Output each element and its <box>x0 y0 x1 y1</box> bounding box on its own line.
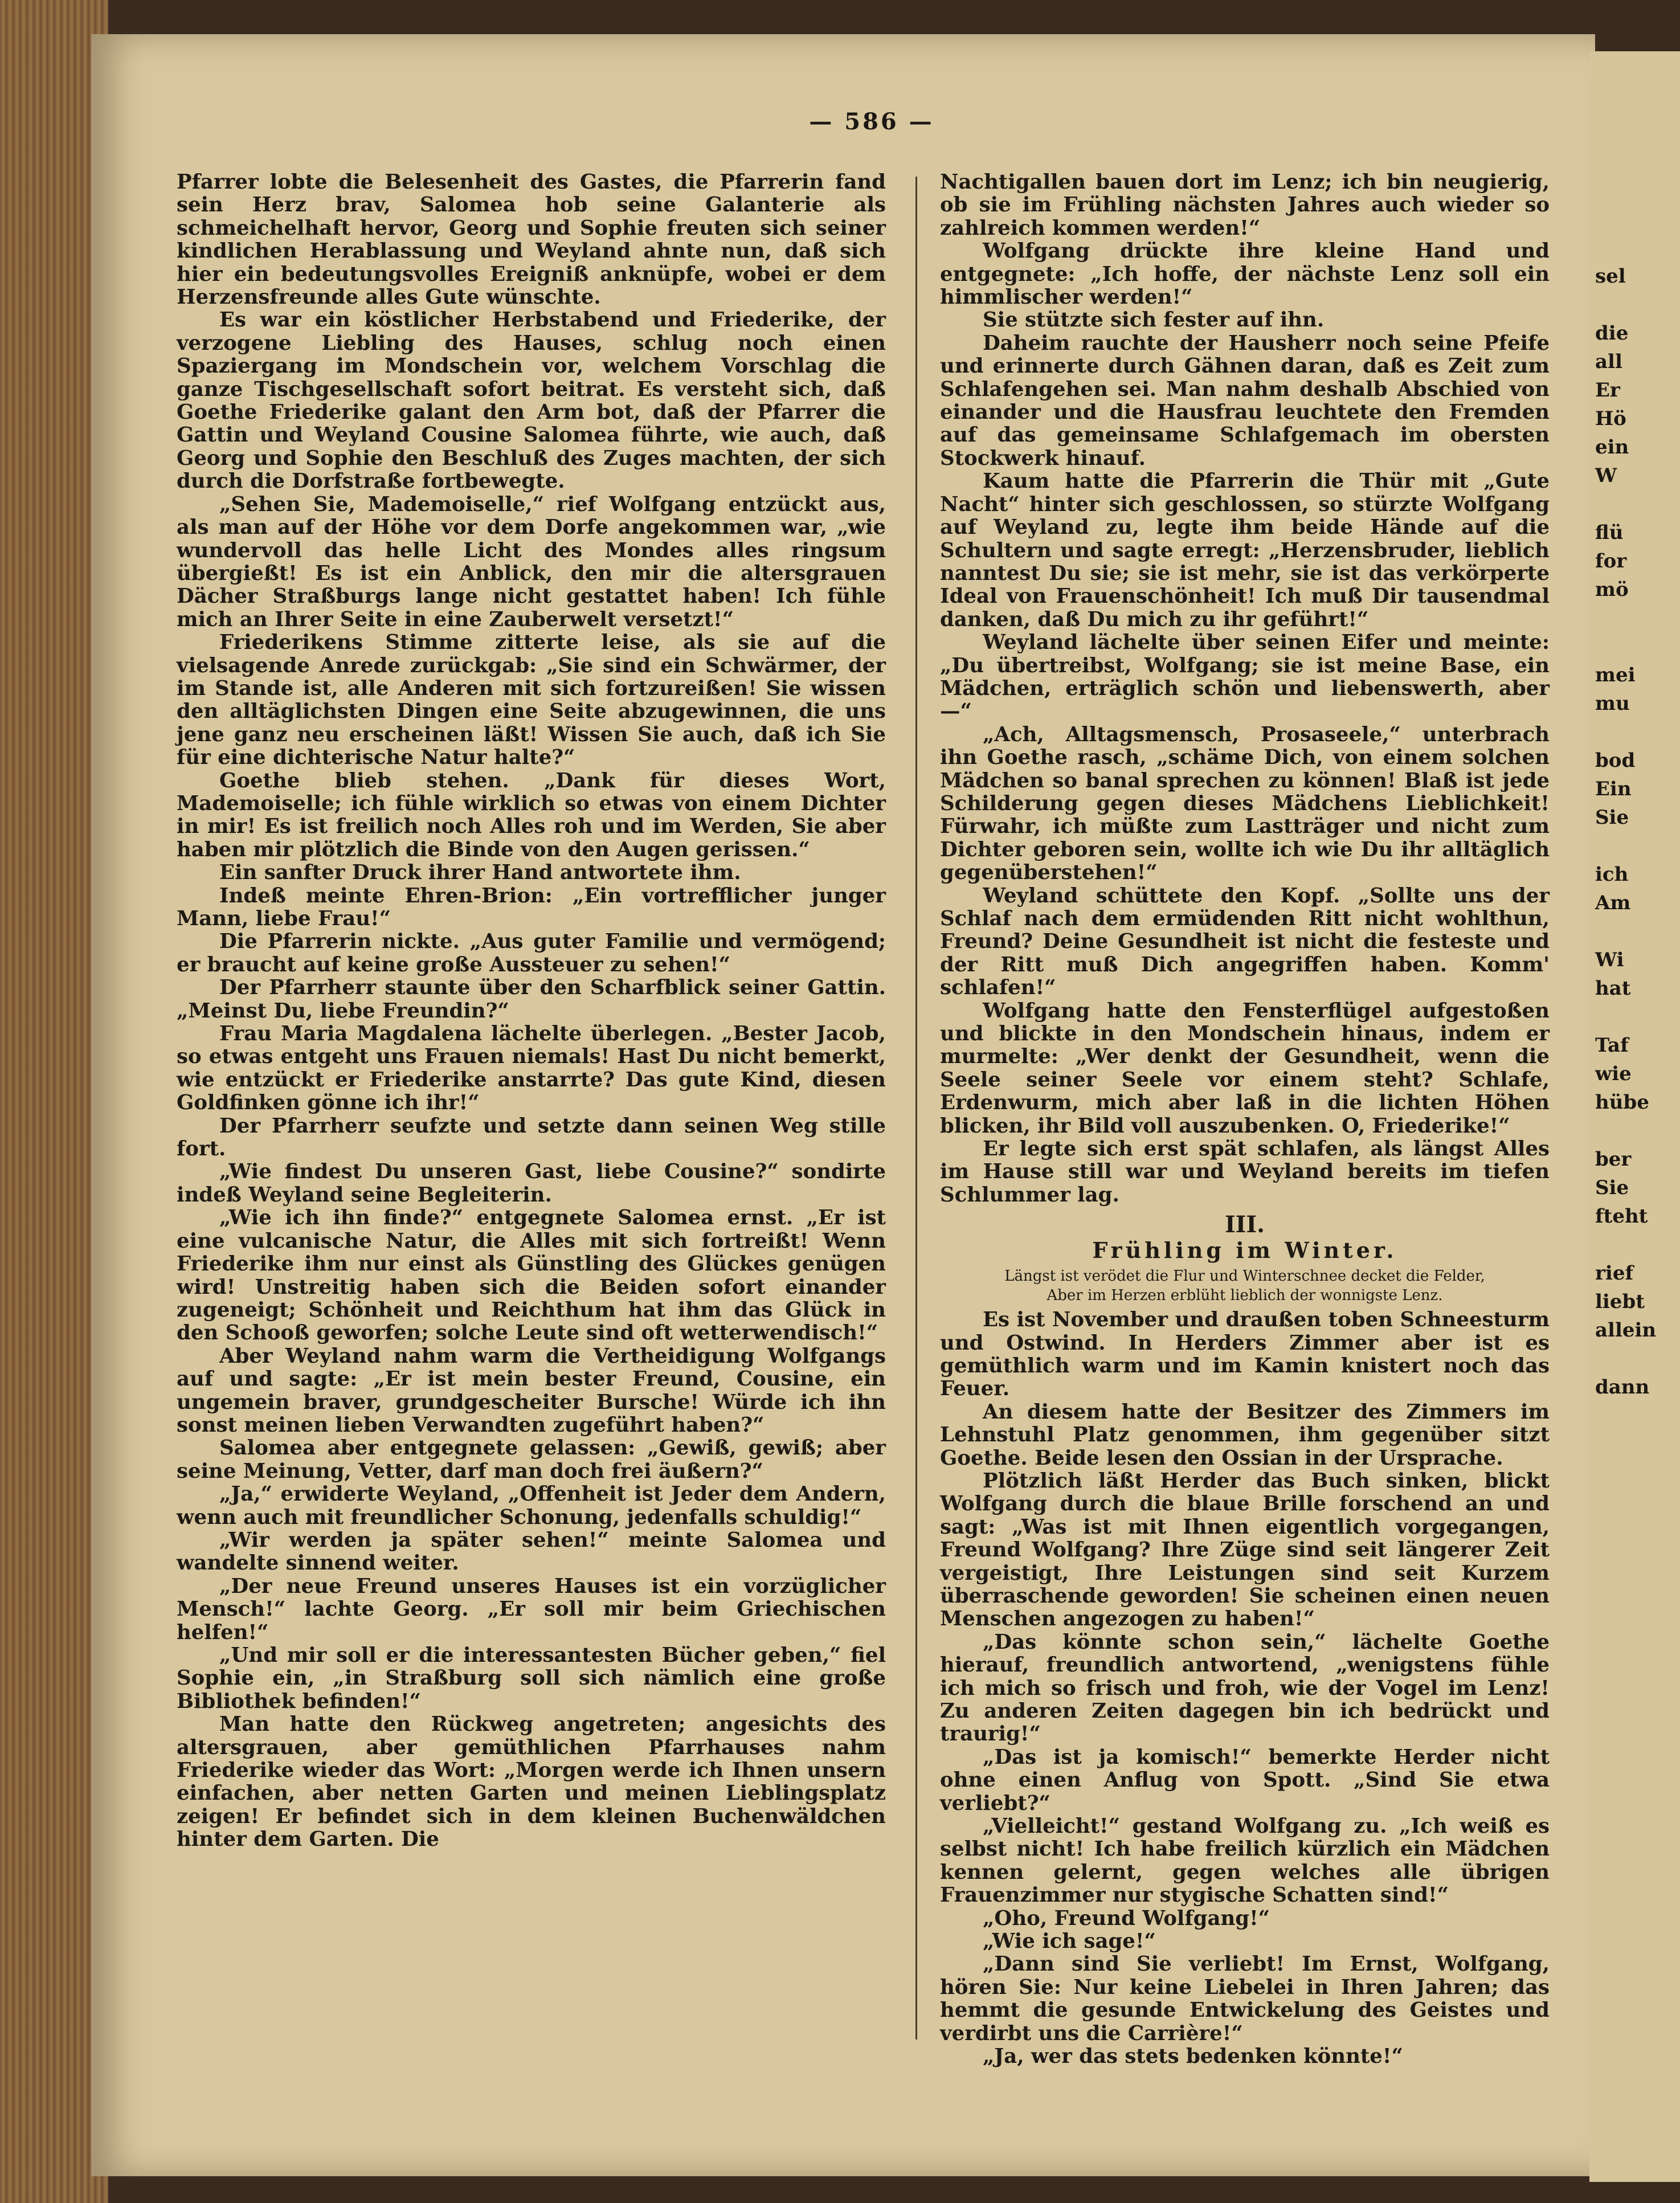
next-page-word-fragment <box>1589 604 1680 632</box>
motto-line-2: Aber im Herzen erblüht lieblich der wonnigste Lenz. <box>1047 1287 1443 1305</box>
paragraph: Nachtigallen bauen dort im Lenz; ich bin neugierig, ob sie im Frühling nächsten Jahres auch wieder so zahlreich kommen werden!“ <box>940 170 1550 240</box>
paragraph: „Ja, wer das stets bedenken könnte!“ <box>983 2045 1403 2069</box>
next-page-word-fragment: fteht <box>1595 1205 1648 1228</box>
next-page-word-fragment <box>1589 1344 1680 1373</box>
paragraph: Frau Maria Magdalena lächelte überlegen. „Bester Jacob, so etwas entgeht uns Frauen niemals! Hast Du nicht bemerkt, wie entzückt er Friederike anstarrte? Das gute Kind, diesen Goldfinken gönne ich ihr!“ <box>177 1022 886 1115</box>
paragraph: Friederikens Stimme zitterte leise, als sie auf die vielsagende Anrede zurückgab: „Sie sind ein Schwärmer, der im Stande ist, alle Anderen mit sich fortzureißen! Sie wissen den alltäglichsten Dingen eine Seite abzugewinnen, die uns jene ganz neu erscheinen läßt! Wissen Sie auch, daß ich Sie für eine dichterische Natur halte?“ <box>177 631 886 770</box>
next-page-word-fragment: mö <box>1595 578 1629 601</box>
next-page-word-fragment: rief <box>1595 1262 1634 1285</box>
next-page-word-fragment <box>1589 917 1680 946</box>
paragraph: Goethe blieb stehen. „Dank für dieses Wort, Mademoiselle; ich fühle wirklich so etwas von einem Dichter in mir! Es ist freilich noch Alles roh und im Werden, Sie aber haben mir plötzlich die Binde von den Augen gerissen.“ <box>177 769 886 861</box>
paragraph: „Dann sind Sie verliebt! Im Ernst, Wolfgang, hören Sie: Nur keine Liebelei in Ihren Jahren; das hemmt die gesunde Entwickelung des Geistes und verdirbt uns die Carrière!“ <box>940 1952 1550 2045</box>
paragraph: Sie stützte sich fester auf ihn. <box>983 308 1325 332</box>
next-page-word-fragment: die <box>1595 322 1629 345</box>
paragraph: „Der neue Freund unseres Hauses ist ein vorzüglicher Mensch!“ lachte Georg. „Er soll mir beim Griechischen helfen!“ <box>177 1574 886 1644</box>
paragraph: „Ja,“ erwiderte Weyland, „Offenheit ist Jeder dem Andern, wenn auch mit freundlicher Schonung, jedenfalls schuldig!“ <box>177 1482 886 1529</box>
next-page-word-fragment <box>1589 632 1680 661</box>
paragraph: Die Pfarrerin nickte. „Aus guter Familie und vermögend; er braucht auf keine große Aussteuer zu sehen!“ <box>177 930 886 976</box>
next-page-word-fragment: W <box>1595 464 1617 487</box>
paragraph: Es war ein köstlicher Herbstabend und Friederike, der verzogene Liebling des Hauses, schlug noch einen Spaziergang im Mondschein vor, welchem Vorschlag die ganze Tischgesellschaft sofort beitrat. Es versteht sich, daß Goethe Friederike galant den Arm bot, daß der Pfarrer die Gattin und Weyland Cousine Salomea führte, wie auch, daß Georg und Sophie den Beschluß des Zuges machten, der sich durch die Dorfstraße fortbewegte. <box>177 308 886 493</box>
paragraph: „Oho, Freund Wolfgang!“ <box>983 1906 1270 1930</box>
section-title: Frühling im Winter. <box>1092 1237 1397 1263</box>
page-number: — 586 — <box>809 108 934 135</box>
next-page-word-fragment: sel <box>1595 265 1626 288</box>
paragraph: Wolfgang hatte den Fensterflügel aufgestoßen und blickte in den Mondschein hinaus, indem er murmelte: „Wer denkt der Gesundheit, wenn die Seele seiner Seele vor einem steht? Schlafe, Erdenwurm, mich aber laß in die lichten Höhen blicken, ihr Bild voll auszubenken. O, Friederike!“ <box>940 999 1550 1138</box>
paragraph: Wolfgang drückte ihre kleine Hand und entgegnete: „Ich hoffe, der nächste Lenz soll ein himmlischer werden!“ <box>940 239 1550 309</box>
next-page-word-fragment <box>1589 1117 1680 1145</box>
paragraph: Salomea aber entgegnete gelassen: „Gewiß, gewiß; aber seine Meinung, Vetter, darf man doch frei äußern?“ <box>177 1436 886 1483</box>
next-page-word-fragment: wie <box>1595 1062 1632 1085</box>
paragraph: „Vielleicht!“ gestand Wolfgang zu. „Ich weiß es selbst nicht! Ich habe freilich kürzlich ein Mädchen kennen gelernt, gegen welches alle übrigen Frauenzimmer nur stygische Schatten sind!“ <box>940 1814 1550 1907</box>
next-page-word-fragment: hat <box>1595 977 1631 1000</box>
next-page-word-fragment: Am <box>1595 892 1631 914</box>
paragraph: Man hatte den Rückweg angetreten; angesichts des altersgrauen, aber gemüthlichen Pfarrhauses nahm Friederike wieder das Wort: „Morgen werde ich Ihnen unsern einfachen, aber netten Garten und meinen Lieblingsplatz zeigen! Er befindet sich in dem kleinen Buchenwäldchen hinter dem Garten. Die <box>177 1712 886 1851</box>
right-text-column <box>940 171 1550 2069</box>
next-page-word-fragment <box>1589 490 1680 518</box>
next-page-word-fragment: Hö <box>1595 407 1626 430</box>
left-text-column <box>177 171 886 1851</box>
next-page-word-fragment: dann <box>1595 1376 1650 1399</box>
motto-line-1: Längst ist verödet die Flur und Winterschnee decket die Felder, <box>1004 1268 1485 1285</box>
next-page-word-fragment: Er <box>1595 379 1620 402</box>
paragraph: Aber Weyland nahm warm die Vertheidigung Wolfgangs auf und sagte: „Er ist mein bester Freund, Cousine, ein ungemein braver, grundgescheiter Bursche! Würde ich ihn sonst meinen lieben Verwandten zugeführt haben?“ <box>177 1344 886 1437</box>
next-page-word-fragment: flü <box>1595 521 1624 544</box>
paragraph: „Ach, Alltagsmensch, Prosaseele,“ unterbrach ihn Goethe rasch, „schäme Dich, von einem solchen Mädchen so banal sprechen zu können! Blaß ist jede Schilderung gegen dieses Mädchens Lieblichkeit! Fürwahr, ich müßte zum Lastträger und nicht zum Dichter geboren sein, wollte ich wie Du ihr alltäglich gegenüberstehen!“ <box>940 722 1550 885</box>
paragraph: Der Pfarrherr seufzte und setzte dann seinen Weg stille fort. <box>177 1114 886 1161</box>
next-page-word-fragment: all <box>1595 350 1622 373</box>
paragraph: „Wie findest Du unseren Gast, liebe Cousine?“ sondirte indeß Weyland seine Begleiterin. <box>177 1160 886 1207</box>
section-number: III. <box>1224 1211 1265 1239</box>
paragraph: „Sehen Sie, Mademoiselle,“ rief Wolfgang entzückt aus, als man auf der Höhe vor dem Dorfe angekommen war, „wie wundervoll das helle Licht des Mondes alles ringsum übergießt! Es ist ein Anblick, den mir die altersgrauen Dächer Straßburgs lange nicht gestattet haben! Ich fühle mich an Ihrer Seite in eine Zauberwelt versetzt!“ <box>177 492 886 631</box>
next-page-word-fragment: mu <box>1595 692 1630 715</box>
paragraph: Weyland lächelte über seinen Eifer und meinte: „Du übertreibst, Wolfgang; sie ist meine Base, ein Mädchen, erträglich schön und liebenswerth, aber —“ <box>940 631 1550 724</box>
paragraph: Plötzlich läßt Herder das Buch sinken, blickt Wolfgang durch die blaue Brille forschend an und sagt: „Was ist mit Ihnen eigentlich vorgegangen, Freund Wolfgang? Ihre Züge sind seit längerer Zeit vergeistigt, Ihre Leistungen sind seit Kurzem überraschende geworden! Sie scheinen einen neuen Menschen angezogen zu haben!“ <box>940 1469 1550 1631</box>
next-page-word-fragment: ein <box>1595 436 1629 459</box>
next-page-word-fragment: Ein <box>1595 778 1632 800</box>
next-page-word-fragment: ber <box>1595 1148 1632 1171</box>
paragraph: Pfarrer lobte die Belesenheit des Gastes, die Pfarrerin fand sein Herz brav, Salomea hob seine Galanterie als schmeichelhaft hervor, Georg und Sophie freuten sich seiner kindlichen Herablassung und Weyland ahnte nun, daß sich hier ein bedeutungsvolles Ereigniß anknüpfe, wobei er dem Herzensfreunde alles Gute wünschte. <box>177 170 886 309</box>
next-page-word-fragment <box>1589 832 1680 860</box>
next-page-word-fragment: Sie <box>1595 1176 1629 1199</box>
paragraph: Der Pfarrherr staunte über den Scharfblick seiner Gattin. „Meinst Du, liebe Freundin?“ <box>177 976 886 1023</box>
next-page-word-fragment: hübe <box>1595 1091 1649 1114</box>
paragraph: „Das könnte schon sein,“ lächelte Goethe hierauf, freundlich antwortend, „wenigstens fühle ich mich so frisch und froh, wie der Vogel im Lenz! Zu anderen Zeiten dagegen bin ich bedrückt und traurig!“ <box>940 1630 1550 1746</box>
paragraph: Daheim rauchte der Hausherr noch seine Pfeife und erinnerte durch Gähnen daran, daß es Zeit zum Schlafengehen sei. Man nahm deshalb Abschied von einander und die Hausfrau leuchtete den Fremden auf das gemeinsame Schlafgemach im obersten Stockwerk hinauf. <box>940 331 1550 470</box>
next-page-word-fragment <box>1589 1231 1680 1259</box>
next-page-fragment <box>1589 51 1680 2182</box>
paragraph: Weyland schüttete den Kopf. „Sollte uns der Schlaf nach dem ermüdenden Ritt nicht wohlthun, Freund? Deine Gesundheit ist nicht die festeste und der Ritt muß Dich angegriffen haben. Komm' schlafen!“ <box>940 884 1550 1000</box>
next-page-word-fragment: for <box>1595 550 1627 573</box>
paragraph: An diesem hatte der Besitzer des Zimmers im Lehnstuhl Platz genommen, ihm gegenüber sitzt Goethe. Beide lesen den Ossian in der Ursprache. <box>940 1400 1550 1470</box>
paragraph: Ein sanfter Druck ihrer Hand antwortete ihm. <box>219 861 741 885</box>
next-page-word-fragment: Sie <box>1595 806 1629 829</box>
next-page-word-fragment <box>1589 291 1680 319</box>
next-page-word-fragment: Wi <box>1595 949 1624 971</box>
paragraph: „Wie ich ihn finde?“ entgegnete Salomea ernst. „Er ist eine vulcanische Natur, die Alles mit sich fortreißt! Wenn Friederike ihm nur einst als Günstling des Glückes genügen wird! Unstreitig haben sich die Beiden sofort einander zugeneigt; Schönheit und Reichthum hat ihm das Glück in den Schooß geworfen; solche Leute sind oft wetterwendisch!“ <box>177 1206 886 1345</box>
paragraph: Kaum hatte die Pfarrerin die Thür mit „Gute Nacht“ hinter sich geschlossen, so stürzte Wolfgang auf Weyland zu, legte ihm beide Hände auf die Schultern und sagte erregt: „Herzensbruder, lieblich nanntest Du sie; sie ist mehr, sie ist das verkörperte Ideal von Frauenschönheit! Ich muß Dir tausendmal danken, daß Du mich zu ihr geführt!“ <box>940 469 1550 631</box>
paragraph: Indeß meinte Ehren-Brion: „Ein vortrefflicher junger Mann, liebe Frau!“ <box>177 884 886 930</box>
paragraph: Er legte sich erst spät schlafen, als längst Alles im Hause still war und Weyland bereits im tiefen Schlummer lag. <box>940 1137 1550 1207</box>
paragraph: „Das ist ja komisch!“ bemerkte Herder nicht ohne einen Anflug von Spott. „Sind Sie etwa verliebt?“ <box>940 1745 1550 1815</box>
next-page-word-fragment: mei <box>1595 664 1636 686</box>
next-page-word-fragment: allein <box>1595 1319 1657 1342</box>
next-page-word-fragment: bod <box>1595 749 1636 772</box>
column-divider <box>915 177 917 2039</box>
paragraph: „Wie ich sage!“ <box>983 1930 1156 1953</box>
next-page-word-fragment: ich <box>1595 863 1629 886</box>
paragraph: „Und mir soll er die interessantesten Bücher geben,“ fiel Sophie ein, „in Straßburg soll sich nämlich eine große Bibliothek befinden!“ <box>177 1644 886 1713</box>
next-page-word-fragment <box>1589 718 1680 746</box>
paragraph: „Wir werden ja später sehen!“ meinte Salomea und wandelte sinnend weiter. <box>177 1528 886 1575</box>
next-page-word-fragment: liebt <box>1595 1290 1645 1313</box>
next-page-word-fragment: Taf <box>1595 1034 1629 1057</box>
next-page-word-fragment <box>1589 1003 1680 1031</box>
paragraph: Es ist November und draußen toben Schneesturm und Ostwind. In Herders Zimmer aber ist es gemüthlich warm und im Kamin knistert noch das Feuer. <box>940 1308 1550 1401</box>
